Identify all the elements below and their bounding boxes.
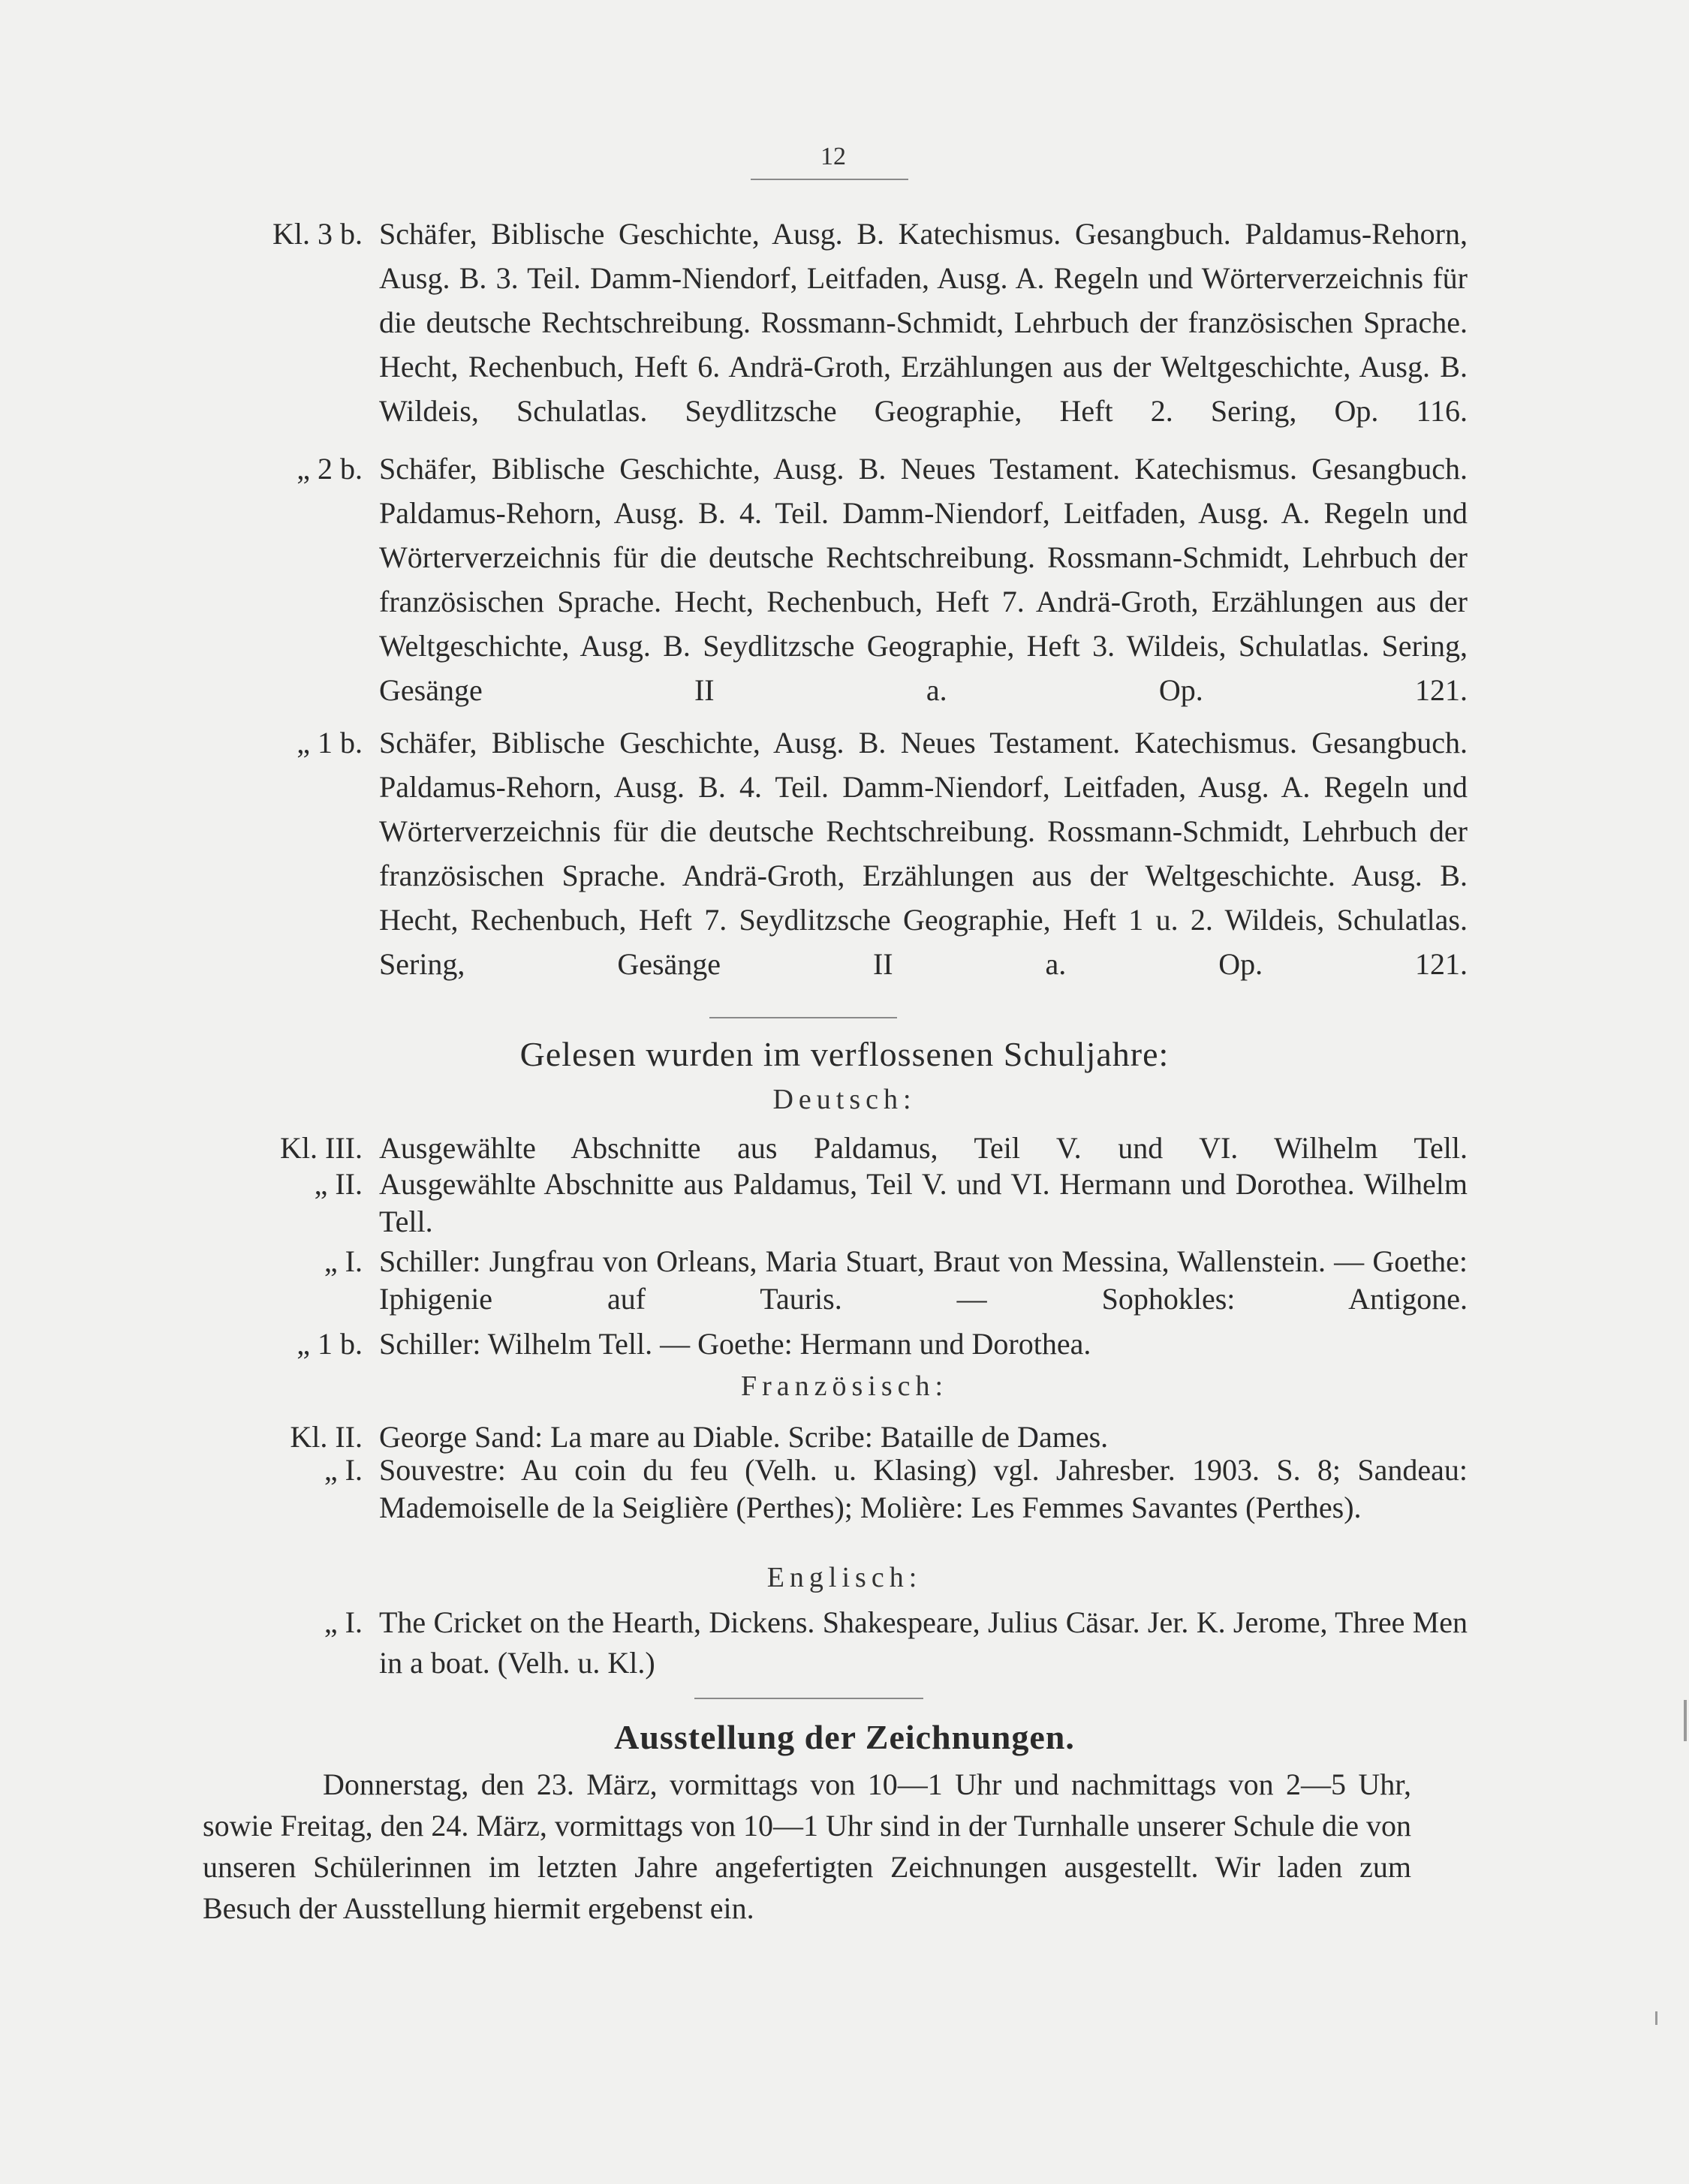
subject-englisch: Englisch: xyxy=(766,1562,923,1593)
reading-list: Souvestre: Au coin du feu (Velh. u. Klasing) vgl. Jahresber. 1903. S. 8; Sandeau: Mademoiselle de la Seiglière (Perthes); Molière: Les Femmes Savantes (Perthes). xyxy=(379,1453,1468,1524)
exhibition-title: Ausstellung der Zeichnungen. xyxy=(614,1718,1075,1756)
schoolbook-entry-3b xyxy=(251,212,1468,433)
class-label: Kl. II. xyxy=(290,1420,363,1454)
reading-list: The Cricket on the Hearth, Dickens. Shakespeare, Julius Cäsar. Jer. K. Jerome, Three Men in a boat. (Velh. u. Kl.) xyxy=(379,1605,1468,1680)
book-list: Schäfer, Biblische Geschichte, Ausg. B. Neues Testament. Katechismus. Gesangbuch. Paldamus-Rehorn, Ausg. B. 4. Teil. Damm-Niendorf, Leitfaden, Ausg. A. Regeln und Wörterverzeichnis für die deutsche Rechtschreibung. Rossmann-Schmidt, Lehrbuch der französischen Sprache. Hecht, Rechenbuch, Heft 7. Andrä-Groth, Erzählungen aus der Weltgeschichte, Ausg. B. Seydlitzsche Geographie, Heft 3. Wildeis, Schulatlas. Sering, Gesänge II a. Op. 121. xyxy=(379,452,1468,707)
reading-entry xyxy=(251,1602,1468,1683)
class-label: Kl. 3 b. xyxy=(272,217,363,251)
class-label: „ I. xyxy=(324,1605,363,1639)
scan-mark xyxy=(1655,2011,1657,2025)
subject-deutsch: Deutsch: xyxy=(772,1084,917,1115)
reading-entry xyxy=(251,1451,1468,1527)
reading-list: Ausgewählte Abschnitte aus Paldamus, Teil V. und VI. Hermann und Dorothea. Wilhelm Tell. xyxy=(379,1167,1468,1238)
class-label: „ II. xyxy=(314,1167,363,1201)
reading-list: Ausgewählte Abschnitte aus Paldamus, Teil V. und VI. Wilhelm Tell. xyxy=(379,1131,1468,1165)
reading-list: George Sand: La mare au Diable. Scribe: Bataille de Dames. xyxy=(379,1420,1109,1454)
class-label: „ 1 b. xyxy=(297,1327,363,1361)
reading-list: Schiller: Jungfrau von Orleans, Maria Stuart, Braut von Messina, Wallenstein. — Goethe: Iphigenie auf Tauris. — Sophokles: Antigone. xyxy=(379,1244,1468,1316)
reading-entry xyxy=(251,1166,1468,1241)
class-label: „ I. xyxy=(324,1244,363,1278)
book-list: Schäfer, Biblische Geschichte, Ausg. B. Katechismus. Gesangbuch. Paldamus-Rehorn, Ausg. B. 3. Teil. Damm-Niendorf, Leitfaden, Ausg. A. Regeln und Wörterverzeichnis für die deutsche Rechtschreibung. Rossmann-Schmidt, Lehrbuch der französischen Sprache. Hecht, Rechenbuch, Heft 6. Andrä-Groth, Erzählungen aus der Weltgeschichte, Ausg. B. Wildeis, Schulatlas. Seydlitzsche Geographie, Heft 2. Sering, Op. 116. xyxy=(379,217,1468,428)
book-list: Schäfer, Biblische Geschichte, Ausg. B. Neues Testament. Katechismus. Gesangbuch. Paldamus-Rehorn, Ausg. B. 4. Teil. Damm-Niendorf, Leitfaden, Ausg. A. Regeln und Wörterverzeichnis für die deutsche Rechtschreibung. Rossmann-Schmidt, Lehrbuch der französischen Sprache. Andrä-Groth, Erzählungen aus der Weltgeschichte. Ausg. B. Hecht, Rechenbuch, Heft 7. Seydlitzsche Geographie, Heft 1 u. 2. Wildeis, Schulatlas. Sering, Gesänge II a. Op. 121. xyxy=(379,726,1468,981)
page-number: 12 xyxy=(820,143,846,170)
subject-franzoesisch: Französisch: xyxy=(740,1370,949,1402)
exhibition-text: Donnerstag, den 23. März, vormittags von 10—1 Uhr und nachmittags von 2—5 Uhr, sowie Freitag, den 24. März, vormittags von 10—1 Uhr sind in der Turnhalle unserer Schule die von unseren Schülerinnen im letzten Jahre angefertigten Zeichnungen ausgestellt. Wir laden zum Besuch der Ausstellung hiermit ergebenst ein. xyxy=(203,1767,1411,1925)
scan-mark xyxy=(1684,1700,1687,1741)
readings-title: Gelesen wurden im verflossenen Schuljahre: xyxy=(519,1035,1170,1073)
reading-entry xyxy=(251,1243,1468,1318)
reading-entry xyxy=(251,1322,1468,1366)
class-label: „ I. xyxy=(324,1453,363,1487)
schoolbook-entry-2b xyxy=(251,447,1468,712)
reading-list: Schiller: Wilhelm Tell. — Goethe: Hermann und Dorothea. xyxy=(379,1327,1091,1361)
section-rule xyxy=(709,1017,897,1018)
class-label: Kl. III. xyxy=(280,1131,363,1165)
schoolbook-entry-1b xyxy=(251,720,1468,986)
reading-entry xyxy=(251,1126,1468,1170)
header-rule xyxy=(751,179,908,180)
class-label: „ 1 b. xyxy=(297,726,363,760)
section-rule xyxy=(694,1698,923,1699)
class-label: „ 2 b. xyxy=(297,452,363,486)
